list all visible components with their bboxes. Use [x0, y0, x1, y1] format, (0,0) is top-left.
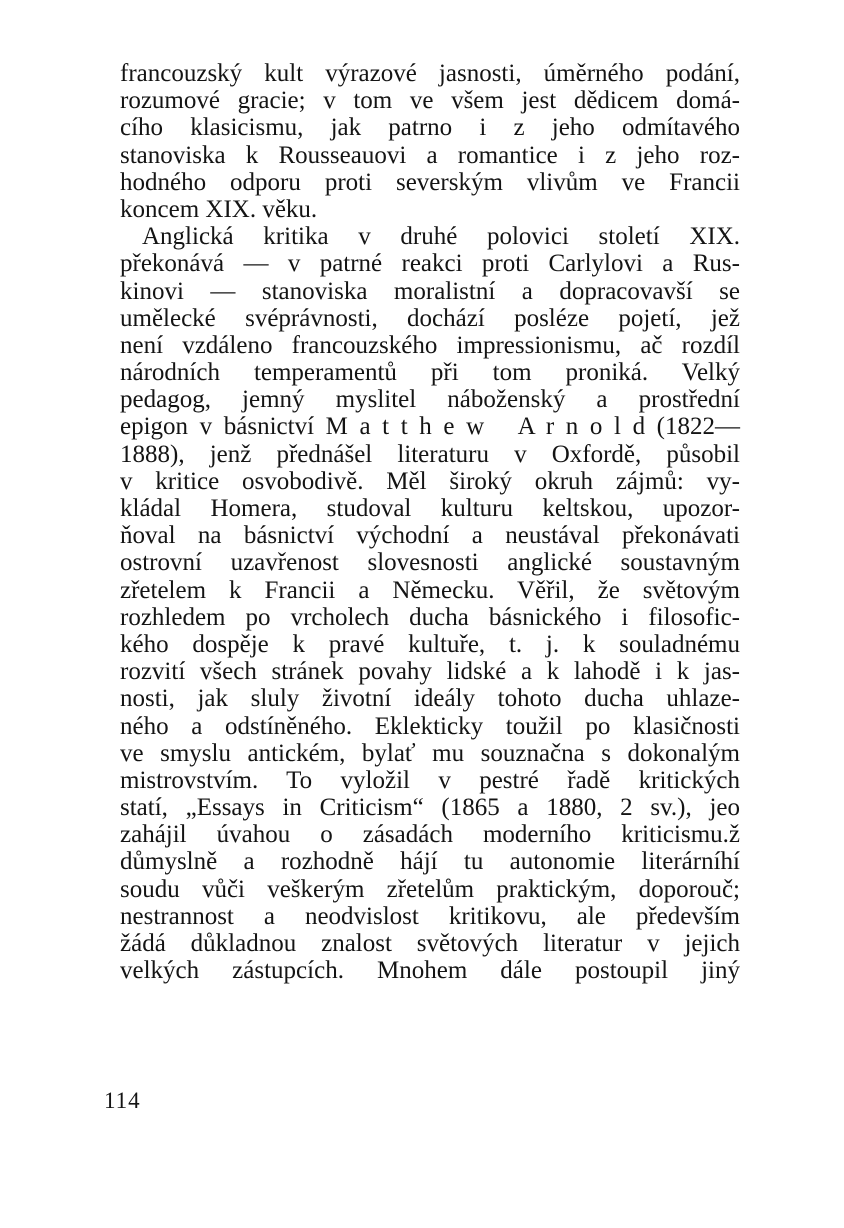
text-line: cího klasicismu, jak patrno i z jeho odmítavého	[120, 114, 740, 142]
text-line: 1888), jenž přednášel literaturu v Oxfordě, působil	[120, 440, 740, 468]
text-line: ostrovní uzavřenost slovesnosti anglické soustavným	[120, 549, 740, 577]
text-line: soudu vůči veškerým zřetelům praktickým, doporouč;	[120, 875, 740, 903]
text-line: kládal Homera, studoval kulturu keltskou, upozor-	[120, 495, 740, 522]
page-number: 114	[104, 1088, 141, 1113]
text-line: rozvití všech stránek povahy lidské a k lahodě i k jas-	[120, 658, 740, 686]
text-line: stanoviska k Rousseauovi a romantice i z jeho roz-	[120, 141, 740, 169]
text-line: pedagog, jemný myslitel náboženský a prostřední	[120, 386, 740, 414]
text-line: rozumové gracie; v tom ve všem jest dědicem domá-	[120, 87, 740, 115]
text-line: překonává — v patrné reakci proti Carlylovi a Rus-	[120, 250, 740, 278]
text-line: národních temperamentů při tom proniká. Velký	[120, 359, 740, 387]
text-line: rozhledem po vrcholech ducha básnického i filosofic-	[120, 603, 740, 631]
text-line: statí, „Essays in Criticism“ (1865 a 1880, 2 sv.), jeo	[120, 794, 740, 822]
text-line: velkých zástupcích. Mnohem dále postoupil jiný	[120, 957, 740, 985]
text-line: epigon v básnictví M a t t h e w A r n o l d (1822—	[120, 413, 740, 441]
text-line: zahájil úvahou o zásadách moderního kriticismu.ž	[120, 821, 740, 849]
body-text	[120, 60, 740, 984]
text-line: umělecké svéprávnosti, dochází posléze pojetí, jež	[120, 304, 740, 332]
text-line: v kritice osvobodivě. Měl široký okruh zájmů: vy-	[120, 467, 740, 495]
text-line: hodného odporu proti severským vlivům ve Francii	[120, 168, 740, 196]
text-line: zřetelem k Francii a Německu. Věřil, že světovým	[120, 576, 740, 604]
text-line: ného a odstíněného. Eklekticky toužil po klasičnosti	[120, 712, 740, 740]
text-line: žádá důkladnou znalost světových literatur v jejich	[120, 930, 740, 957]
text-line: mistrovstvím. To vyložil v pestré řadě kritických	[120, 766, 740, 794]
text-line: nosti, jak sluly životní ideály tohoto ducha uhlaze-	[120, 685, 740, 713]
paragraph-start-line: Anglická kritika v druhé polovici století XIX.	[142, 223, 740, 251]
text-line: ve smyslu antickém, bylať mu souznačna s dokonalým	[120, 739, 740, 767]
text-line: kého dospěje k pravé kultuře, t. j. k souladnému	[120, 630, 740, 658]
text-line: kinovi — stanoviska moralistní a dopracovavší se	[120, 277, 740, 305]
text-line: nestrannost a neodvislost kritikovu, ale především	[120, 902, 740, 930]
text-line: koncem XIX. věku.	[120, 195, 318, 223]
text-line: francouzský kult výrazové jasnosti, úměrného podání,	[120, 60, 740, 87]
text-line: není vzdáleno francouzského impressionismu, ač rozdíl	[120, 331, 740, 359]
text-line: důmyslně a rozhodně hájí tu autonomie literárníhí	[120, 848, 740, 876]
text-line: ňoval na básnictví východní a neustával překonávati	[120, 522, 740, 550]
